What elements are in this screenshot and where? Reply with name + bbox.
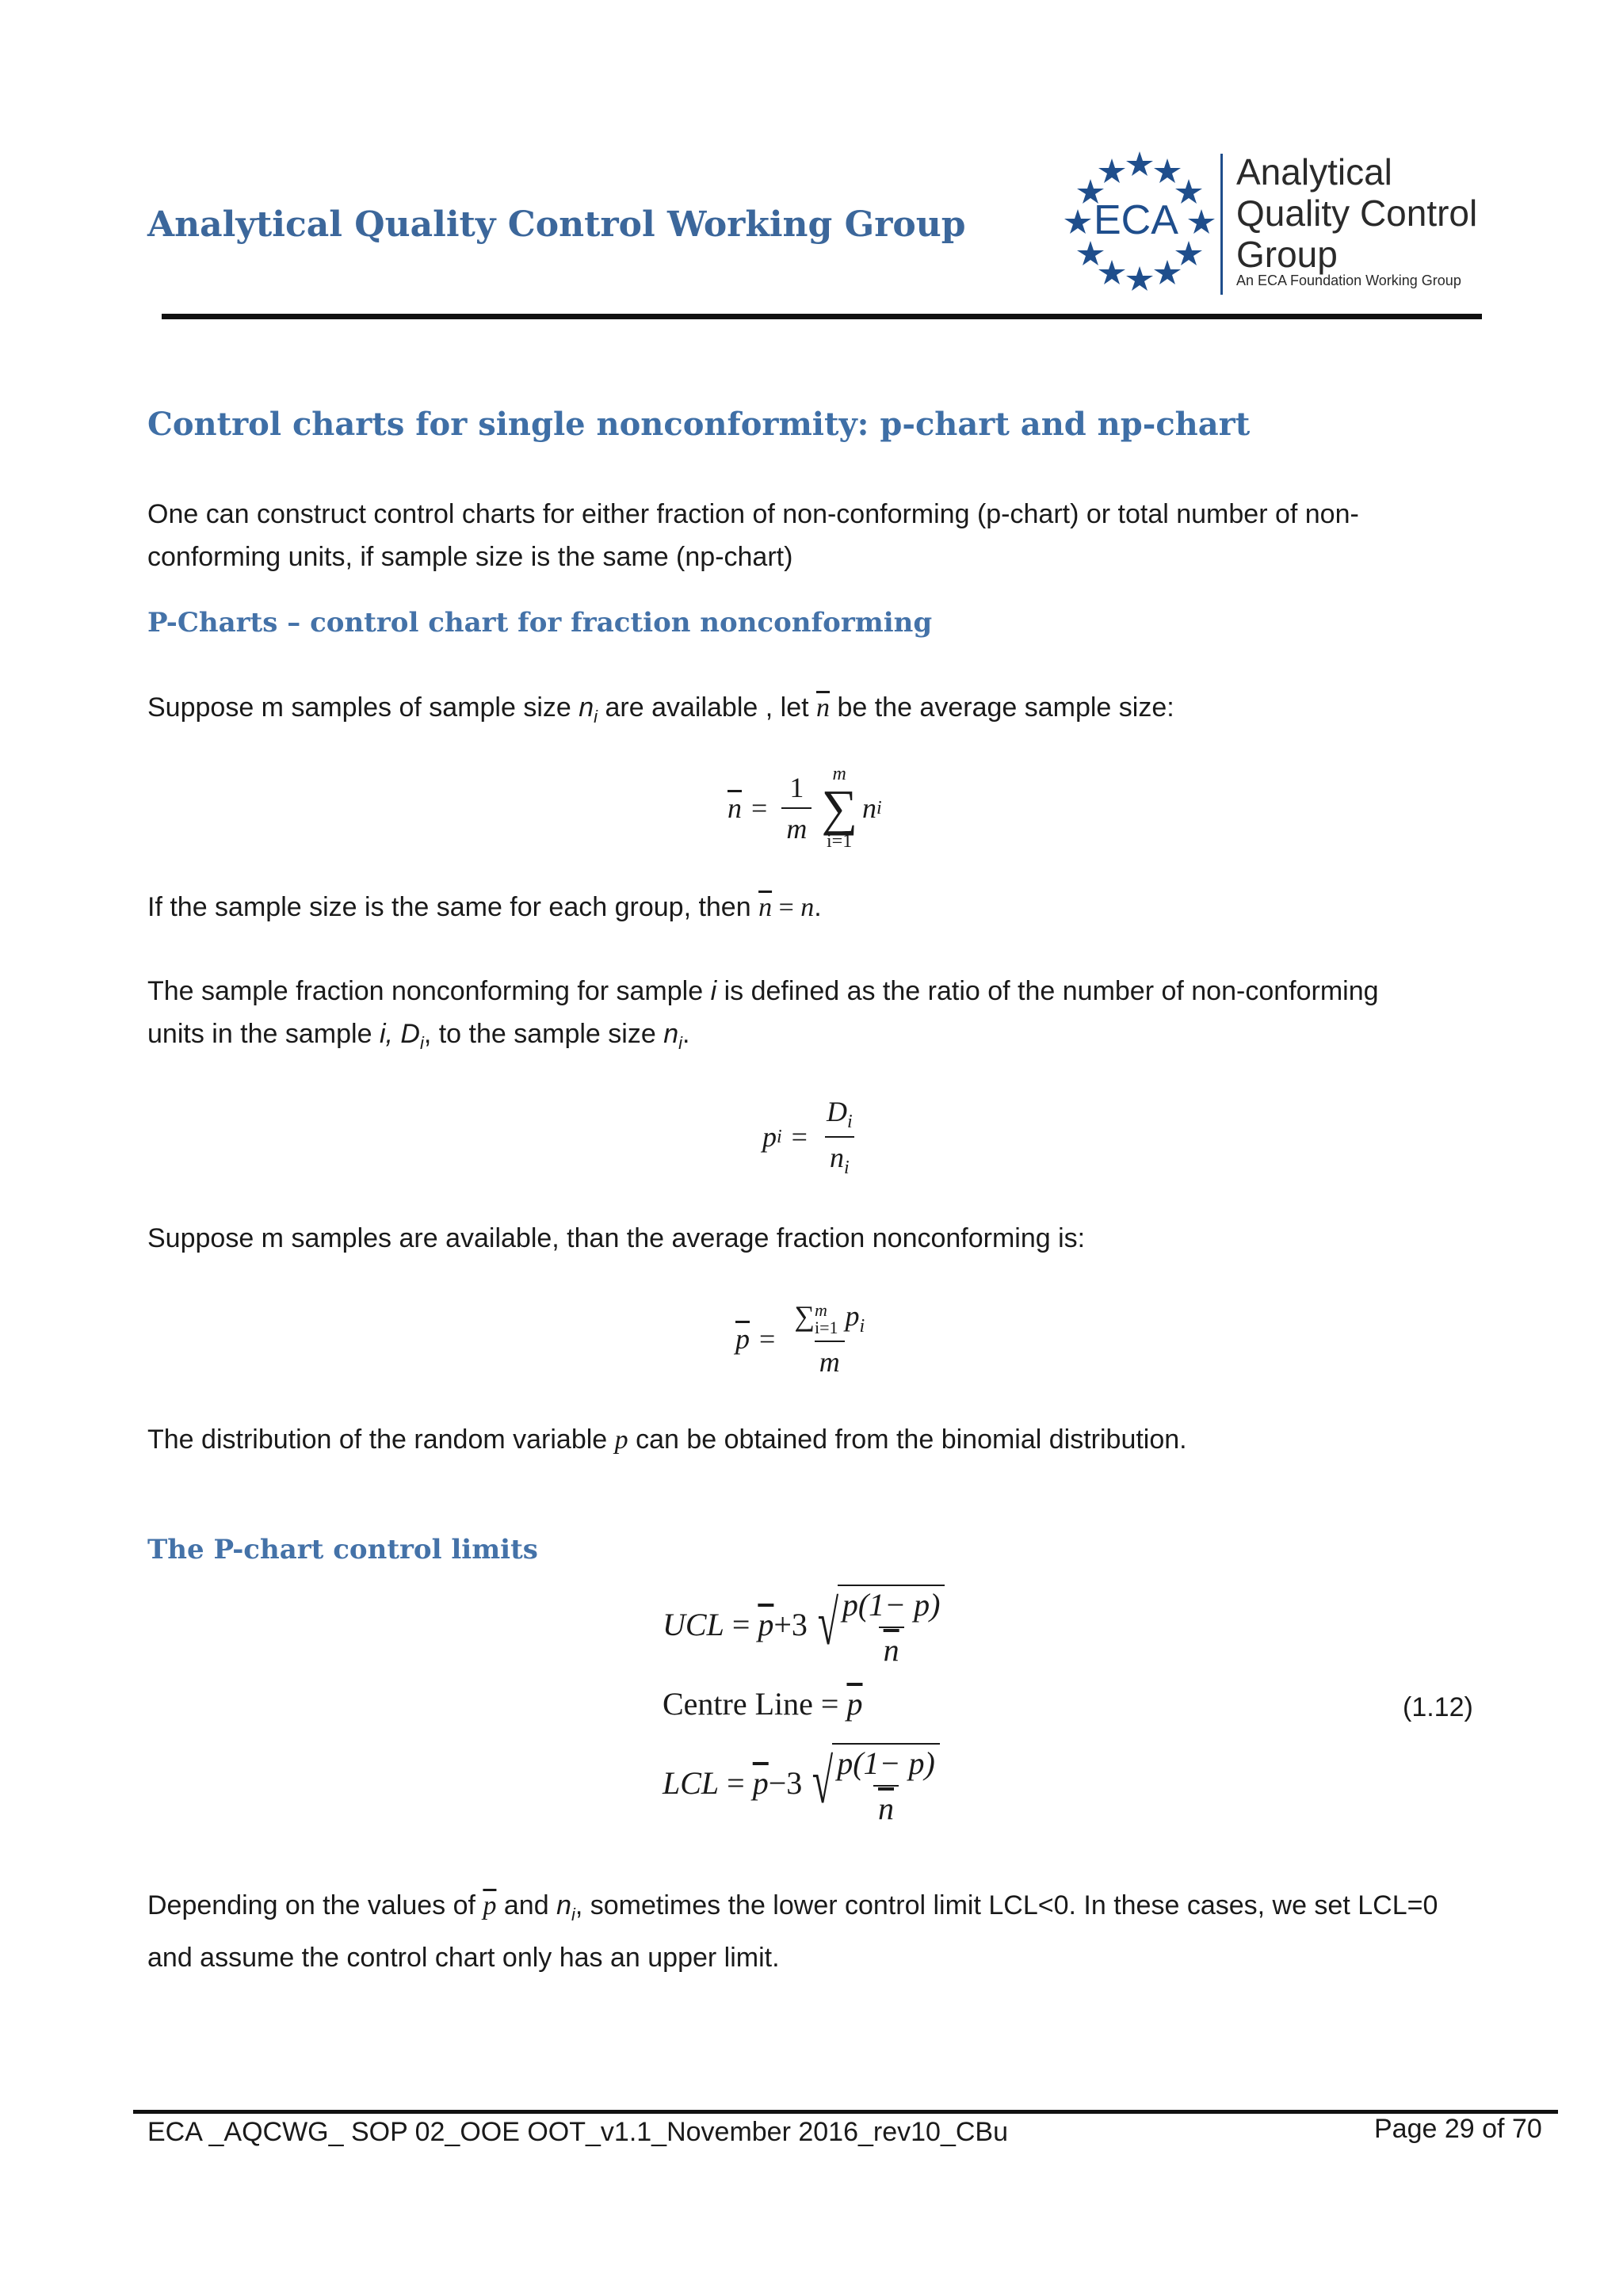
pbar: $\overline{p}$	[758, 1606, 774, 1642]
logo-line3: Group	[1236, 234, 1338, 275]
equals-sign: =	[727, 1764, 745, 1801]
equals: =	[772, 893, 801, 922]
denominator	[825, 1136, 854, 1179]
nbar-symbol: $\overline{n}$	[758, 893, 773, 922]
cl-label: Centre Line	[663, 1685, 813, 1722]
denominator: m	[815, 1341, 845, 1379]
text: Depending on the values of	[147, 1890, 483, 1920]
ucl-label: UCL	[663, 1606, 724, 1642]
header-rule	[162, 314, 1482, 319]
lcl-label: LCL	[663, 1764, 720, 1801]
nbar-lhs: $\overline{n}$	[727, 792, 742, 824]
radicand	[838, 1585, 945, 1669]
pbar-symbol: $\overline{p}$	[483, 1891, 497, 1920]
equals-sign: =	[731, 1606, 750, 1642]
text: units in the sample	[147, 1019, 380, 1049]
pbar: $\overline{p}$	[752, 1764, 769, 1801]
text: be the average sample size:	[830, 692, 1174, 723]
logo-tagline: An ECA Foundation Working Group	[1236, 273, 1461, 288]
logo-line2: Quality Control	[1236, 193, 1478, 234]
term-sub: i	[859, 1316, 865, 1337]
fraction-1-over-m	[781, 771, 812, 845]
term-n: n	[861, 792, 876, 824]
equals-sign: =	[759, 1323, 776, 1355]
denominator: m	[781, 807, 812, 845]
sum-upper: m	[832, 764, 846, 784]
logo-line1: Analytical	[1236, 151, 1392, 193]
sqrt-icon	[805, 1738, 940, 1827]
nbar-symbol: $\overline{n}$	[816, 693, 830, 723]
footer-doc-id: ECA _AQCWG_ SOP 02_OOE OOT_v1.1_November 2016_rev10_CBu	[147, 2117, 1009, 2147]
ni-subscript: i	[678, 1032, 683, 1053]
di-subscript: i	[419, 1032, 424, 1053]
paragraph-average-fraction: Suppose m samples are available, than the average fraction nonconforming is:	[147, 1223, 1086, 1253]
ni-symbol: n	[663, 1019, 679, 1049]
text: .	[814, 892, 822, 922]
pbar-lhs: $\overline{p}$	[735, 1323, 750, 1355]
logo-divider	[1220, 154, 1223, 295]
radicand-num: p(1− p)	[837, 1745, 935, 1781]
equation-pbar	[735, 1291, 874, 1386]
plus-three: +3	[773, 1606, 808, 1642]
numerator: 1	[789, 772, 804, 803]
sub: i=1	[814, 1317, 838, 1337]
header-title: Analytical Quality Control Working Group	[147, 204, 966, 245]
pi-lhs: p	[762, 1121, 777, 1153]
section-title: Control charts for single nonconformity: p-chart and np-chart	[147, 406, 1251, 443]
term-sub: i	[876, 797, 882, 818]
di-sub: i	[846, 1112, 853, 1132]
pbar: $\overline{p}$	[846, 1685, 863, 1722]
sigma-icon: ∑	[821, 780, 857, 836]
di: D	[826, 1096, 847, 1127]
radical-sign: √	[817, 1589, 839, 1658]
fraction-di-ni	[822, 1095, 857, 1179]
ni-sub: i	[843, 1158, 850, 1178]
ni-subscript: i	[571, 1904, 575, 1924]
term-p: p	[845, 1300, 860, 1332]
radicand-den: n	[873, 1785, 899, 1827]
logo-abbr: ECA	[1094, 197, 1178, 243]
subsection-p-charts: P-Charts – control chart for fraction nonconforming	[147, 607, 933, 639]
text: .	[682, 1019, 690, 1049]
text: , sometimes the lower control limit LCL<0. In these cases, we set LCL=0	[575, 1890, 1438, 1920]
text: , to the sample size	[423, 1019, 664, 1049]
di-symbol: i, D	[379, 1019, 420, 1049]
text: are available , let	[598, 692, 816, 723]
equals-sign: =	[791, 1121, 808, 1153]
ni-symbol: n	[556, 1890, 571, 1920]
lcl-row	[663, 1735, 1059, 1830]
ni: n	[829, 1142, 844, 1173]
text: The distribution of the random variable	[147, 1425, 615, 1455]
equals-sign: =	[820, 1685, 839, 1722]
paragraph-lcl-note	[147, 1884, 1487, 1979]
subsection-control-limits: The P-chart control limits	[147, 1534, 538, 1566]
equation-fraction-nonconforming	[762, 1093, 862, 1180]
text: and	[496, 1890, 557, 1920]
i-symbol: i	[710, 976, 717, 1006]
text: If the sample size is the same for each group, then	[147, 892, 759, 922]
radicand-den: n	[879, 1627, 904, 1669]
ucl-row	[663, 1577, 1059, 1672]
minus-three: −3	[768, 1764, 803, 1801]
footer-rule	[133, 2110, 1558, 2114]
n-symbol: n	[800, 893, 815, 922]
paragraph-sample-size	[147, 686, 1174, 738]
sqrt-icon	[811, 1580, 945, 1669]
summation	[821, 764, 857, 852]
radical-sign: √	[812, 1747, 834, 1817]
sigma-icon: ∑	[794, 1300, 815, 1332]
control-limits-equations	[663, 1577, 1059, 1830]
i-subscript: i	[594, 706, 598, 727]
sup: m	[814, 1299, 827, 1320]
sigma-sup-sub	[814, 1299, 838, 1337]
numerator	[789, 1299, 869, 1341]
radicand	[832, 1743, 940, 1827]
equals-sign: =	[751, 792, 768, 824]
pi-sub: i	[777, 1126, 782, 1147]
n-symbol: n	[579, 692, 594, 723]
paragraph-distribution	[147, 1418, 1187, 1462]
paragraph-sample-fraction	[147, 970, 1479, 1065]
text: Suppose m samples of sample size	[147, 692, 579, 723]
radicand-num: p(1− p)	[842, 1587, 941, 1623]
footer-page-number: Page 29 of 70	[1374, 2114, 1542, 2144]
numerator	[822, 1095, 857, 1136]
equation-average-sample-size	[727, 753, 882, 864]
p-symbol: p	[614, 1425, 628, 1455]
centre-line-row	[663, 1672, 1059, 1735]
text: is defined as the ratio of the number of non-conforming	[716, 976, 1379, 1006]
intro-paragraph: One can construct control charts for either fraction of non-conforming (p-chart) or total number of non-conforming units, if sample size is the same (np-chart)	[147, 499, 1359, 572]
eca-logo	[1060, 147, 1488, 298]
equation-number: (1.12)	[1403, 1692, 1473, 1722]
fraction-sum-over-m	[789, 1299, 869, 1379]
paragraph-same-size	[147, 886, 822, 929]
text: and assume the control chart only has an upper limit.	[147, 1942, 780, 1973]
text: The sample fraction nonconforming for sample	[147, 976, 711, 1006]
sum-lower: i=1	[827, 831, 853, 852]
text: can be obtained from the binomial distribution.	[628, 1425, 1187, 1455]
